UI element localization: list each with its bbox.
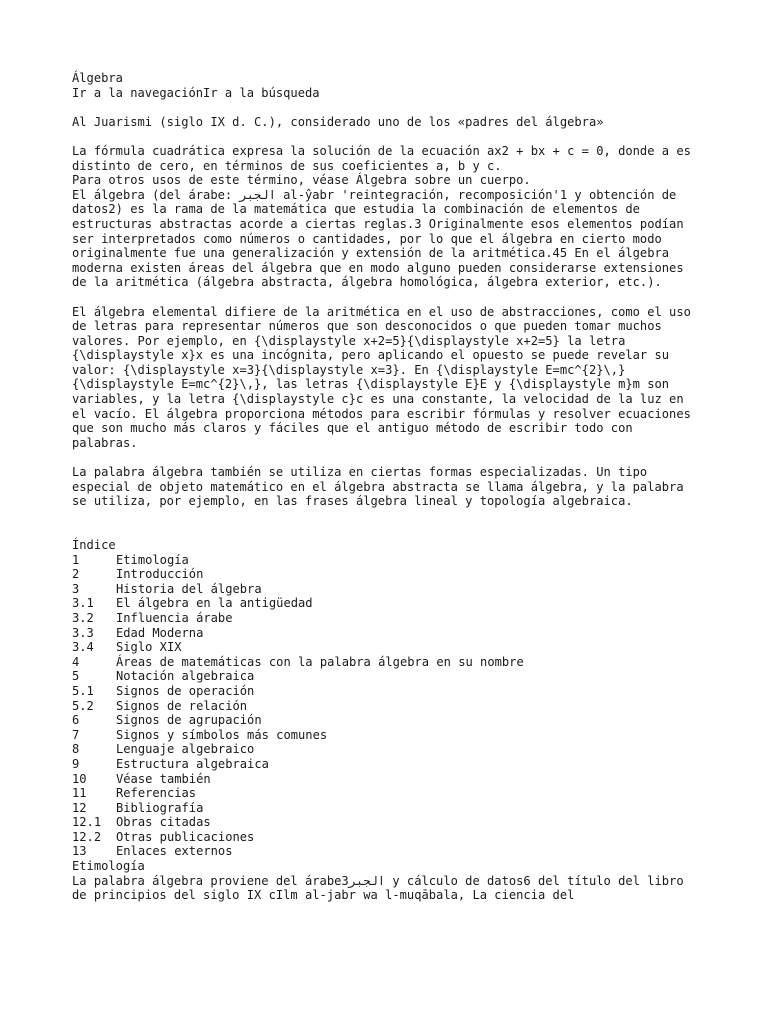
toc-item[interactable]: [72, 567, 702, 582]
toc-item[interactable]: [72, 713, 702, 728]
toc-item[interactable]: [72, 699, 702, 714]
toc-item-number: 5.2: [72, 698, 94, 713]
disambiguation-note: Para otros usos de este término, véase Álgebra sobre un cuerpo.: [72, 173, 531, 188]
toc-item-label[interactable]: Historia del álgebra: [116, 581, 262, 596]
toc-item-number: 12.1: [72, 815, 102, 830]
toc-item[interactable]: [72, 830, 702, 845]
toc-item-label[interactable]: Signos de operación: [116, 683, 255, 698]
toc-item-label[interactable]: Enlaces externos: [116, 844, 233, 859]
toc-item-label[interactable]: El álgebra en la antigüedad: [116, 596, 313, 611]
toc-item-label[interactable]: Véase también: [116, 771, 211, 786]
toc-item-label[interactable]: Signos y símbolos más comunes: [116, 727, 328, 742]
image-caption: Al Juarismi (siglo IX d. C.), considerado uno de los «padres del álgebra»: [72, 114, 604, 129]
toc-item-number: 10: [72, 771, 87, 786]
toc-item[interactable]: [72, 815, 702, 830]
toc-item[interactable]: [72, 728, 702, 743]
toc-item-label[interactable]: Introducción: [116, 567, 204, 582]
elemental-paragraph: El álgebra elemental difiere de la aritmética en el uso de abstracciones, como el uso de letras para representar números que son desconocidos o que pueden tomar muchos valores. Por ejemplo, en {\displaystyle x+2=5}{\displaystyle x+2=5} la letra {\displaystyle x}x es una incógnita, pero aplicando el opuesto se puede revelar su valor: {\displaystyle x=3}{\displaystyle x=3}. En {\displaystyle E=mc^{2}\,}{\displaystyle E=mc^{2}\,}, las letras {\displaystyle E}E y {\displaystyle m}m son variables, y la letra {\displaystyle c}c es una constante, la velocidad de la luz en el vacío. El álgebra proporciona métodos para escribir fórmulas y resolver ecuaciones que son mucho más claros y fáciles que el antiguo método de escribir todo con palabras.: [72, 304, 699, 450]
spacer: [72, 450, 702, 465]
etimologia-paragraph: La palabra álgebra proviene del árabe3الجبر y cálculo de datos6 del título del libro de principios del siglo IX cIlm al-jabr wa l-muqābala, La ciencia del: [72, 873, 691, 903]
toc-item-label[interactable]: Lenguaje algebraico: [116, 742, 255, 757]
toc-item-label[interactable]: Etimología: [116, 552, 189, 567]
toc-item-number: 7: [72, 727, 80, 742]
toc-item-number: 3.2: [72, 610, 94, 625]
toc-item-number: 5.1: [72, 683, 94, 698]
toc-item[interactable]: [72, 844, 702, 859]
toc-item-label[interactable]: Influencia árabe: [116, 610, 233, 625]
toc-item-number: 3.4: [72, 640, 94, 655]
spacer: [72, 509, 702, 538]
toc-item-number: 12: [72, 800, 87, 815]
spacer: [72, 290, 702, 305]
toc-item[interactable]: [72, 684, 702, 699]
toc-item[interactable]: [72, 640, 702, 655]
palabra-paragraph: La palabra álgebra también se utiliza en ciertas formas especializadas. Un tipo especial de objeto matemático en el álgebra abstracta se llama álgebra, y la palabra se utiliza, por ejemplo, en las frases álgebra lineal y topología algebraica.: [72, 465, 691, 509]
toc-item-label[interactable]: Obras citadas: [116, 815, 211, 830]
toc-item[interactable]: [72, 655, 702, 670]
toc-item[interactable]: [72, 626, 702, 641]
toc-item-label[interactable]: Referencias: [116, 786, 197, 801]
toc-item-label[interactable]: Signos de agrupación: [116, 713, 262, 728]
nav-links[interactable]: Ir a la navegaciónIr a la búsqueda: [72, 85, 320, 100]
toc-item-label[interactable]: Áreas de matemáticas con la palabra álgebra en su nombre: [116, 654, 524, 669]
toc-item-number: 13: [72, 844, 87, 859]
toc-item-number: 3.1: [72, 596, 94, 611]
toc-item[interactable]: [72, 611, 702, 626]
spacer: [72, 129, 702, 144]
toc-list: [72, 553, 702, 859]
toc-item[interactable]: [72, 757, 702, 772]
document-page: [72, 71, 702, 903]
toc-item-number: 3.3: [72, 625, 94, 640]
toc-item-number: 3: [72, 581, 80, 596]
toc-item-number: 5: [72, 669, 80, 684]
toc-item-number: 4: [72, 654, 80, 669]
toc-item-number: 6: [72, 713, 80, 728]
toc-item-number: 2: [72, 567, 80, 582]
article-title: Álgebra: [72, 71, 123, 85]
spacer: [72, 100, 702, 115]
toc-item-number: 8: [72, 742, 80, 757]
toc-item[interactable]: [72, 772, 702, 787]
toc-item[interactable]: [72, 553, 702, 568]
toc-item-number: 9: [72, 756, 80, 771]
toc-item-label[interactable]: Edad Moderna: [116, 625, 204, 640]
toc-item[interactable]: [72, 582, 702, 597]
toc-heading: Índice: [72, 538, 116, 552]
intro-paragraph: El álgebra (del árabe: الجبر al-ŷabr 'reintegración, recomposición'1 y obtención de datos2) es la rama de la matemática que estudia la combinación de elementos de estructuras abstractas acorde a ciertas reglas.3 Originalmente esos elementos podían ser interpretados como números o cantidades, por lo que el álgebra en cierto modo originalmente fue una generalización y extensión de la aritmética.45 En el álgebra moderna existen áreas del álgebra que en modo alguno pueden considerarse extensiones de la aritmética (álgebra abstracta, álgebra homológica, álgebra exterior, etc.).: [72, 187, 691, 290]
toc-item-label[interactable]: Notación algebraica: [116, 669, 255, 684]
toc-item-label[interactable]: Siglo XIX: [116, 640, 182, 655]
toc-item[interactable]: [72, 669, 702, 684]
formula-caption: La fórmula cuadrática expresa la solución de la ecuación ax2 + bx + c = 0, donde a es distinto de cero, en términos de sus coeficientes a, b y c.: [72, 143, 699, 173]
toc-item-label[interactable]: Estructura algebraica: [116, 756, 269, 771]
toc-item-number: 12.2: [72, 829, 102, 844]
toc-item-number: 11: [72, 786, 87, 801]
toc-item[interactable]: [72, 801, 702, 816]
etimologia-heading: Etimología: [72, 859, 145, 874]
toc-item-label[interactable]: Bibliografía: [116, 800, 204, 815]
toc-item-number: 1: [72, 552, 80, 567]
toc-item-label[interactable]: Otras publicaciones: [116, 829, 255, 844]
toc-item[interactable]: [72, 786, 702, 801]
toc-item[interactable]: [72, 596, 702, 611]
toc-item-label[interactable]: Signos de relación: [116, 698, 248, 713]
toc-item[interactable]: [72, 742, 702, 757]
